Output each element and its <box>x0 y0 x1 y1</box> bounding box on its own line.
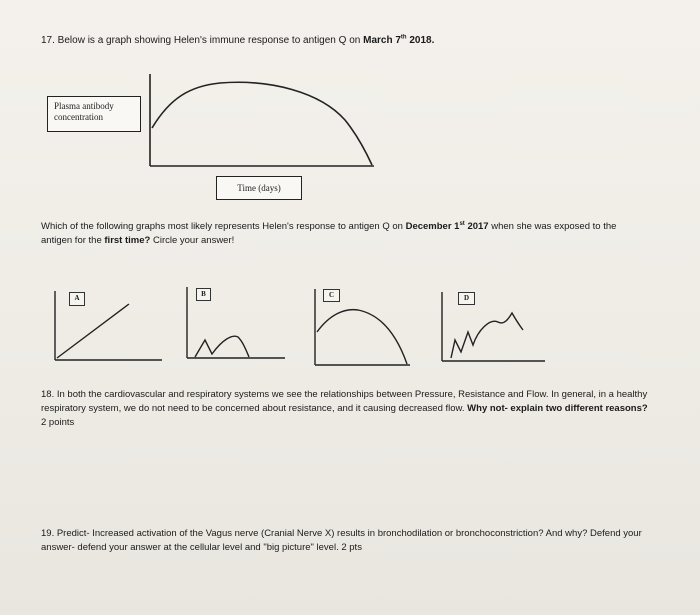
option-b-curve <box>195 336 249 357</box>
main-graph-x-label: Time (days) <box>216 176 302 200</box>
question-18-points: 2 points <box>41 417 75 428</box>
main-graph-y-label: Plasma antibody concentration <box>47 96 141 132</box>
question-17-sub-part1: Which of the following graphs most likely represents Helen's response to antigen Q on <box>41 221 406 232</box>
option-d-label[interactable]: D <box>458 292 475 305</box>
question-19 <box>41 527 651 555</box>
question-17-sub-part3: Circle your answer! <box>150 235 235 246</box>
question-17-date: March 7 <box>363 35 401 46</box>
question-19-text: 19. Predict- Increased activation of the Vagus nerve (Cranial Nerve X) results in bronchodilation or bronchoconstriction? And why? Defend your answer- defend your answer at the cellular level and "big picture" level. 2 pts <box>41 528 642 553</box>
question-17-year: 2018. <box>406 35 435 46</box>
question-17-subquestion <box>41 220 641 248</box>
question-17-sub-date: December 1 <box>405 221 460 232</box>
question-18-bold: Why not- explain two different reasons? <box>467 403 648 414</box>
question-18 <box>41 388 651 430</box>
question-18-text: 18. In both the cardiovascular and respiratory systems we see the relationships between Pressure, Resistance and Flow. In general, in a healthy respiratory system, we do not need to be concerned about resistance, and it causing decreased flow. <box>41 389 648 414</box>
option-a-curve <box>57 304 129 358</box>
main-graph-curve <box>152 82 372 165</box>
option-d-curve <box>451 313 523 358</box>
question-17-prefix: 17. Below is a graph showing Helen's immune response to antigen Q on <box>41 35 364 46</box>
question-17-sub-first: first time? <box>104 235 151 246</box>
question-17-sub-date-sup: st <box>459 220 465 227</box>
question-17-sub-year: 2017 <box>464 221 489 232</box>
option-a-label[interactable]: A <box>69 292 85 306</box>
question-17-sub-part2: when she was exposed to the antigen for the <box>41 221 617 246</box>
question-17-date-sup: th <box>400 34 407 41</box>
option-b-label[interactable]: B <box>196 288 211 301</box>
option-c-curve <box>317 310 407 364</box>
option-c-label[interactable]: C <box>323 289 340 302</box>
